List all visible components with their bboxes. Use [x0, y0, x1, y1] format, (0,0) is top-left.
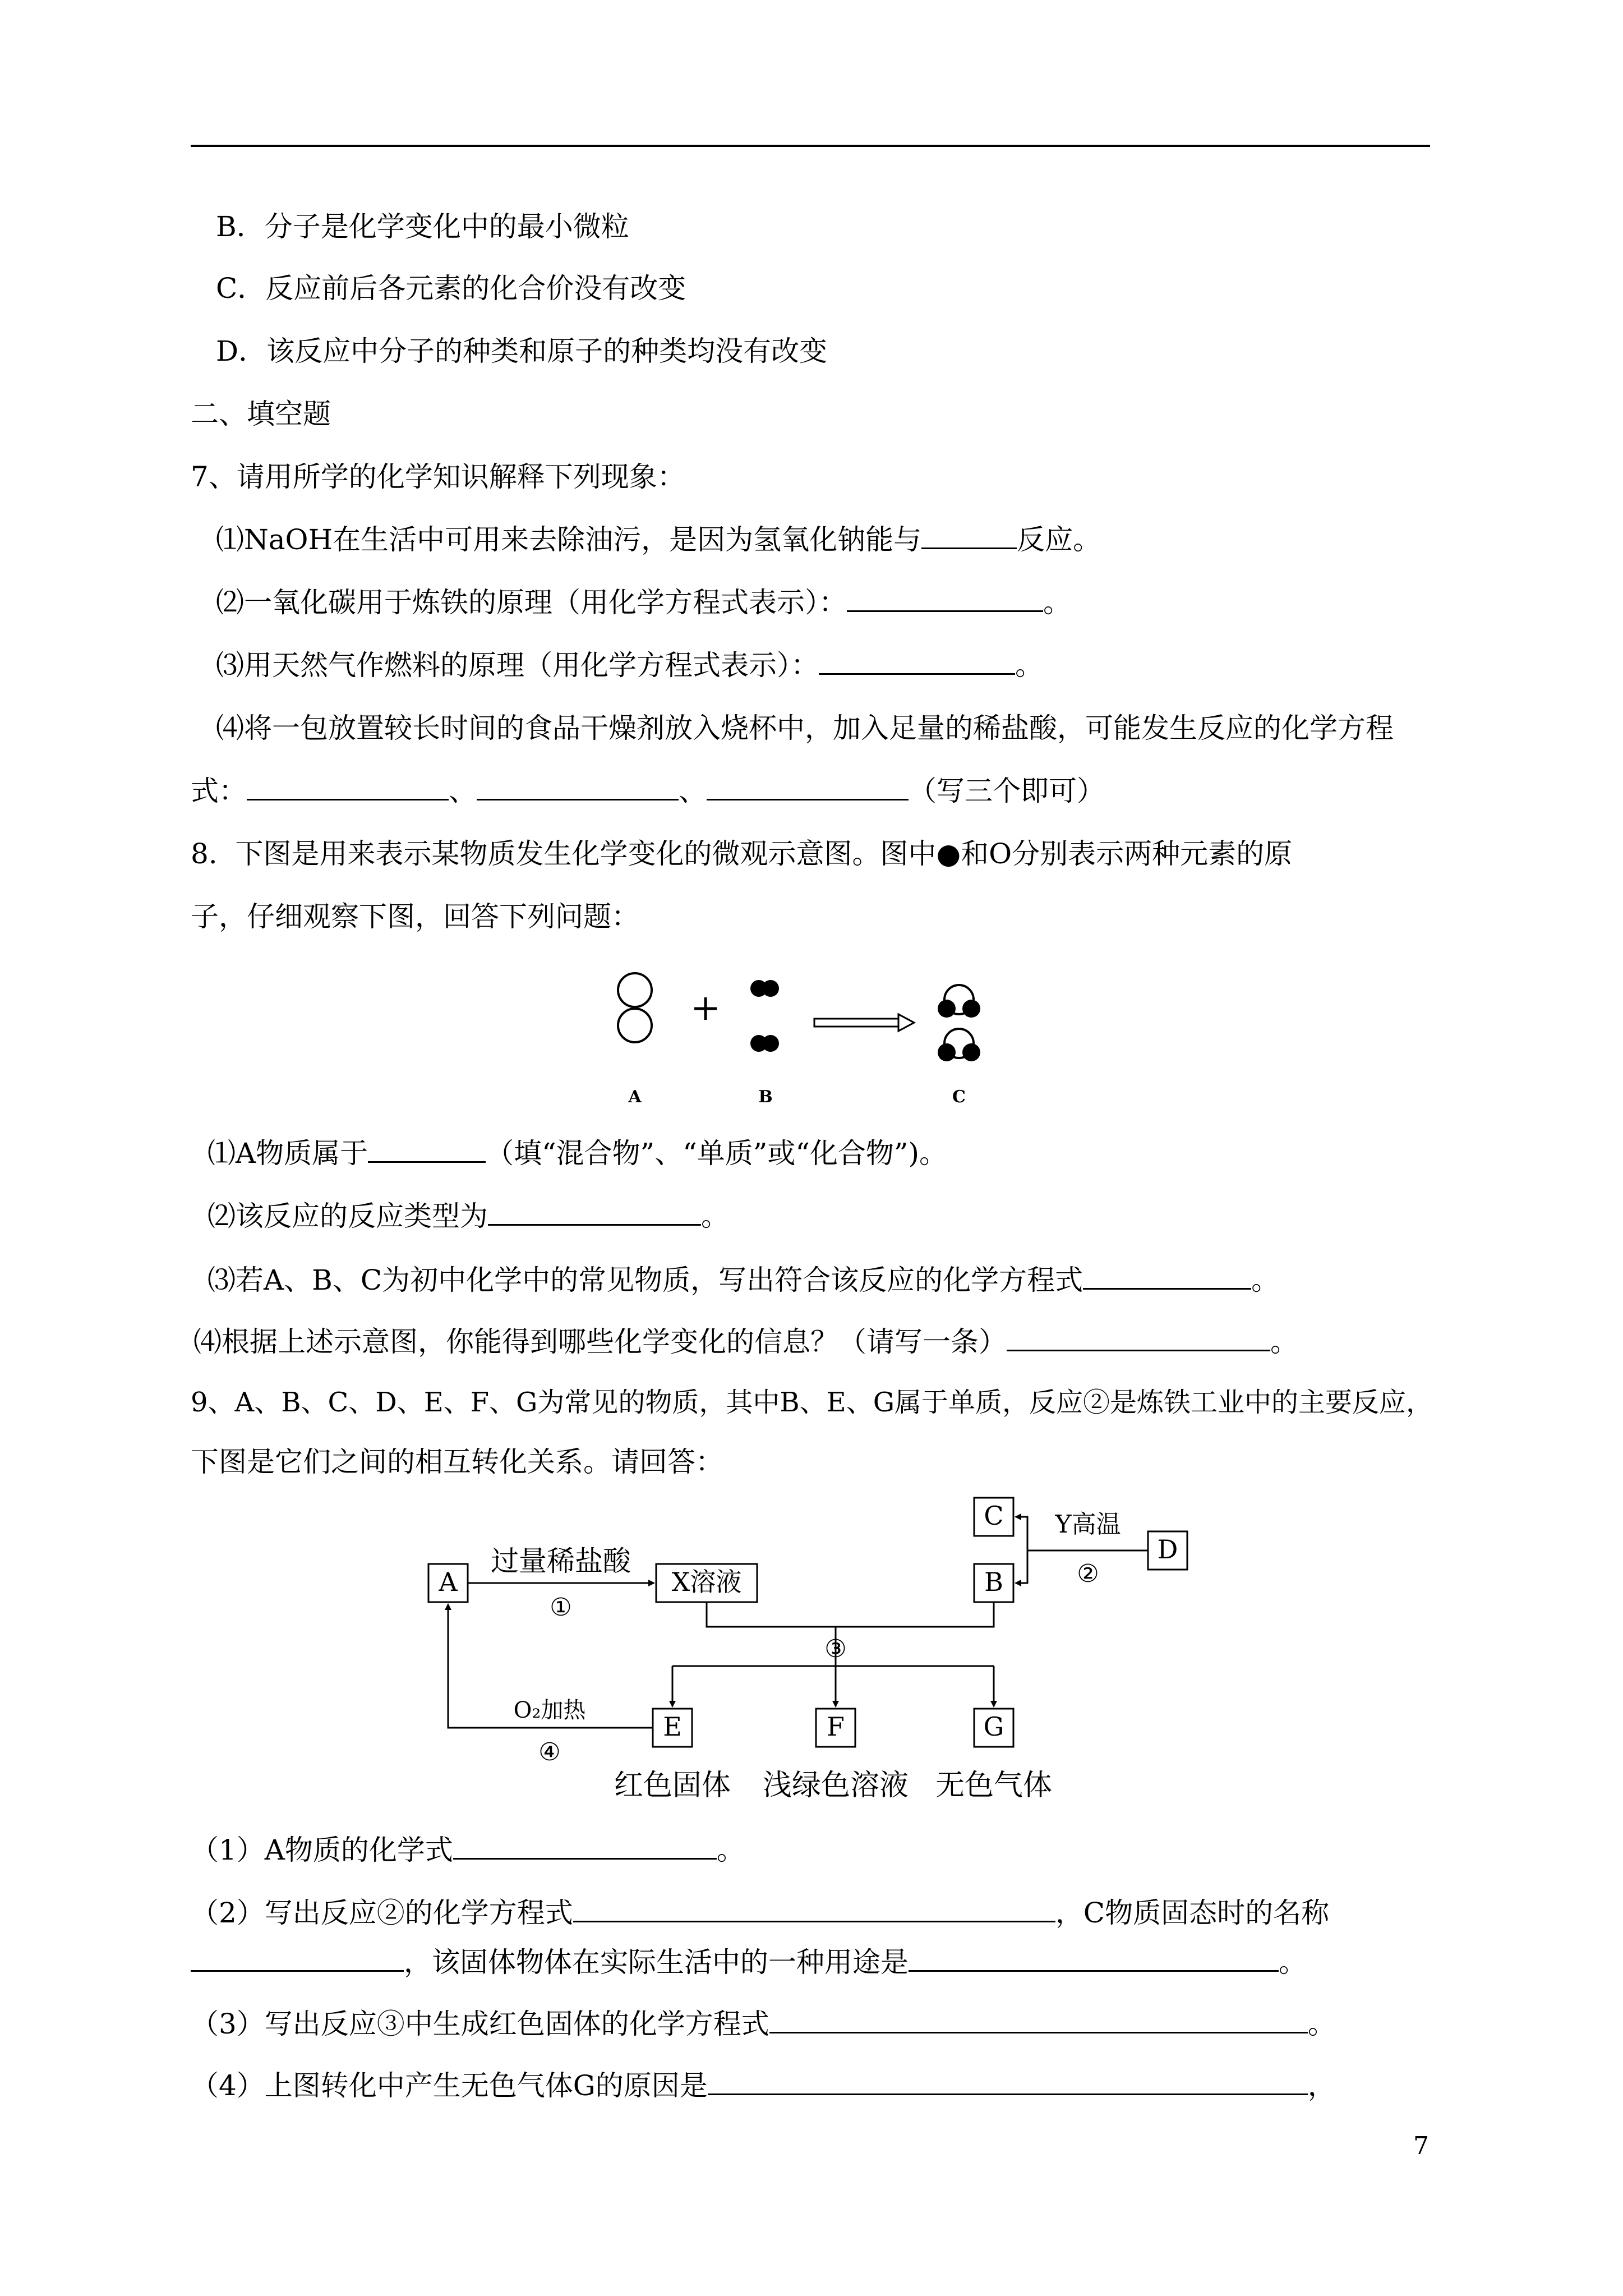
svg-text:C: C: [984, 1501, 1004, 1531]
q7-part3-tail: 。: [1015, 649, 1043, 682]
reaction-number-2: ②: [1077, 1559, 1099, 1588]
q9-part2-use: ，该固体物体在实际生活中的一种用途是: [404, 1946, 909, 1978]
svg-text:E: E: [663, 1711, 682, 1742]
q8-part4-text: ⑷根据上述示意图，你能得到哪些化学变化的信息？（请写一条）: [193, 1326, 1007, 1358]
section-title-fill-blank: 二、填空题: [191, 398, 331, 430]
q9-blank-2c[interactable]: [909, 1945, 1279, 1972]
desc-f: 浅绿色溶液: [762, 1769, 909, 1802]
reaction-number-1: ①: [550, 1593, 572, 1622]
q8-stem-1: 8. 下图是用来表示某物质发生化学变化的微观示意图。图中●和O分别表示两种元素的原: [191, 838, 1293, 870]
q6-option-b: B．分子是化学变化中的最小微粒: [216, 210, 629, 243]
reaction-number-4: ④: [538, 1738, 561, 1766]
q7-blank-4b[interactable]: [477, 774, 679, 800]
q9-part1-text: （1）A物质的化学式: [191, 1834, 453, 1866]
q7-part2: [216, 585, 1071, 620]
q6-option-c: C．反应前后各元素的化合价没有改变: [216, 272, 686, 305]
q7-stem: 7、请用所学的化学知识解释下列现象：: [191, 461, 685, 493]
label-b: B: [758, 1087, 773, 1107]
page-number: 7: [1413, 2132, 1429, 2160]
box-a: [428, 1564, 468, 1602]
box-e: [653, 1709, 692, 1747]
q9-part2: [191, 1895, 1329, 1931]
q7-part4-cont: [191, 773, 1105, 809]
box-x-solution: [656, 1564, 757, 1602]
reagent-y-high-temp: Y高温: [1055, 1510, 1121, 1539]
q7-part2-text: ⑵一氧化碳用于炼铁的原理（用化学方程式表示）：: [216, 586, 847, 619]
q9-part3-text: （3）写出反应③中生成红色固体的化学方程式: [191, 2008, 769, 2040]
q8-blank-2[interactable]: [488, 1199, 701, 1226]
q7-part4-lead: 式：: [191, 775, 247, 807]
molecule-a: [618, 973, 652, 1042]
svg-text:D: D: [1157, 1534, 1178, 1565]
conversion-diagram: [393, 1481, 1245, 1829]
q9-blank-3[interactable]: [769, 2007, 1308, 2033]
svg-text:B: B: [984, 1567, 1003, 1597]
svg-text:A: A: [439, 1567, 458, 1597]
q9-stem-1: 9、A、B、C、D、E、F、G为常见的物质，其中B、E、G属于单质，反应②是炼铁工业中的主要反应，: [191, 1387, 1433, 1418]
q9-blank-2b[interactable]: [191, 1945, 404, 1972]
header-rule: [191, 145, 1430, 147]
q8-part2-text: ⑵该反应的反应类型为: [208, 1200, 488, 1232]
box-d: [1148, 1531, 1187, 1570]
desc-e: 红色固体: [614, 1769, 731, 1802]
box-c: [974, 1498, 1013, 1536]
q7-blank-2[interactable]: [847, 586, 1043, 612]
q8-part2: [208, 1198, 729, 1234]
q8-blank-1[interactable]: [368, 1137, 486, 1163]
q9-part3: [191, 2006, 1336, 2042]
q9-blank-2a[interactable]: [573, 1896, 1055, 1922]
molecules-c: [938, 985, 980, 1061]
arrow-d-to-b: [1016, 1550, 1027, 1583]
q7-blank-3[interactable]: [819, 648, 1015, 675]
combine-line: [707, 1602, 994, 1627]
svg-text:F: F: [827, 1711, 845, 1742]
q8-part2-tail: 。: [701, 1200, 729, 1232]
q9-part2-tail: 。: [1279, 1946, 1307, 1978]
plus-sign: +: [690, 987, 721, 1029]
q7-sep-2: 、: [679, 775, 707, 807]
reaction-number-3: ③: [824, 1635, 847, 1663]
svg-text:G: G: [983, 1711, 1004, 1742]
q6-option-d: D．该反应中分子的种类和原子的种类均没有改变: [216, 335, 828, 367]
q8-part1: [208, 1135, 947, 1171]
molecules-b: [750, 980, 779, 1052]
svg-text:X溶液: X溶液: [671, 1567, 742, 1597]
q8-part3: [208, 1262, 1279, 1298]
q7-part4: ⑷将一包放置较长时间的食品干燥剂放入烧杯中，加入足量的稀盐酸，可能发生反应的化学方程: [216, 712, 1394, 744]
q9-blank-4[interactable]: [708, 2069, 1308, 2095]
q8-part4: [193, 1324, 1298, 1360]
box-b: [974, 1564, 1013, 1602]
q9-part4-text: （4）上图转化中产生无色气体G的原因是: [191, 2069, 708, 2102]
q9-part4-tail: ，: [1307, 2069, 1336, 2102]
q8-stem-2: 子，仔细观察下图，回答下列问题：: [191, 900, 639, 933]
desc-g: 无色气体: [935, 1769, 1053, 1802]
q9-part2-mid: ，C物质固态时的名称: [1055, 1897, 1330, 1929]
q7-blank-4a[interactable]: [247, 774, 449, 800]
q7-part4-tail: （写三个即可）: [909, 775, 1105, 807]
q8-part3-tail: 。: [1251, 1264, 1280, 1296]
q9-part4: [191, 2068, 1336, 2104]
micro-reaction-diagram: [606, 965, 1043, 1111]
q7-sep-1: 、: [449, 775, 477, 807]
label-c: C: [952, 1087, 966, 1107]
q9-part1: [191, 1832, 745, 1868]
q9-part2-text: （2）写出反应②的化学方程式: [191, 1897, 573, 1929]
box-g: [974, 1709, 1013, 1747]
q9-part2-cont: [191, 1944, 1307, 1980]
q7-part3-text: ⑶用天然气作燃料的原理（用化学方程式表示）：: [216, 649, 819, 682]
label-a: A: [628, 1087, 642, 1107]
q8-part1-text: ⑴A物质属于: [208, 1137, 368, 1170]
reagent-hcl: 过量稀盐酸: [491, 1545, 631, 1577]
q8-blank-4[interactable]: [1007, 1325, 1270, 1351]
q9-blank-1[interactable]: [453, 1833, 717, 1860]
q7-part1-text: ⑴NaOH在生活中可用来去除油污，是因为氢氧化钠能与: [216, 523, 922, 556]
q8-part1-tail: （填“混合物”、“单质”或“化合物”)。: [486, 1137, 947, 1170]
box-f: [816, 1709, 855, 1747]
q9-part3-tail: 。: [1307, 2008, 1336, 2040]
q7-part2-tail: 。: [1043, 586, 1071, 619]
q8-blank-3[interactable]: [1083, 1263, 1251, 1290]
q7-part1-tail: 反应。: [1017, 523, 1101, 556]
q7-blank-4c[interactable]: [707, 774, 909, 800]
q8-part3-text: ⑶若A、B、C为初中化学中的常见物质，写出符合该反应的化学方程式: [208, 1264, 1083, 1296]
q7-part1: [216, 522, 1101, 558]
reagent-o2-heat: O₂加热: [513, 1697, 586, 1723]
q7-blank-1[interactable]: [921, 523, 1017, 549]
q9-stem-2: 下图是它们之间的相互转化关系。请回答：: [191, 1446, 723, 1478]
q7-part3: [216, 647, 1043, 683]
q9-part1-tail: 。: [716, 1834, 745, 1866]
reaction-arrow: [814, 1014, 914, 1031]
q8-part4-tail: 。: [1270, 1326, 1298, 1358]
